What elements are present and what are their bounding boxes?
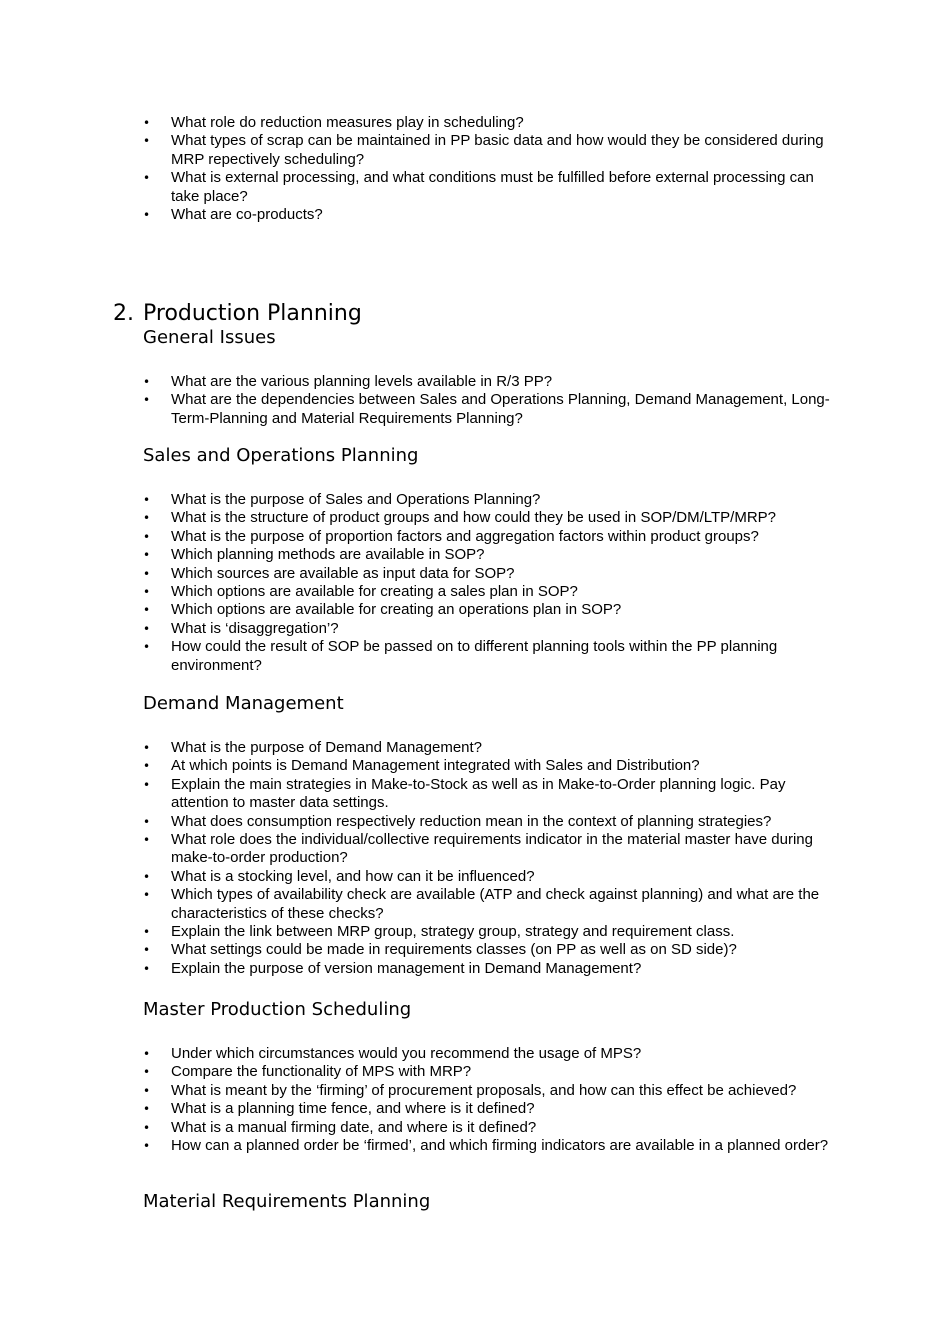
bullet-icon: • xyxy=(143,511,151,526)
list-item xyxy=(143,1045,843,1063)
question-text: What are co-products? xyxy=(171,206,323,224)
chapter-heading xyxy=(113,300,362,328)
question-text: How can a planned order be ‘firmed’, and which firming indicators are available in a planned order? xyxy=(171,1137,829,1155)
list-item xyxy=(143,373,843,391)
bullet-icon: • xyxy=(143,529,151,544)
list-item xyxy=(143,491,843,509)
general-issues-question-list xyxy=(143,373,843,428)
list-item xyxy=(143,739,843,757)
bullet-icon: • xyxy=(143,375,151,389)
list-item xyxy=(143,886,843,923)
bullet-icon: • xyxy=(143,116,151,130)
bullet-icon: • xyxy=(143,961,151,976)
list-item xyxy=(143,923,843,941)
bullet-icon: • xyxy=(143,1120,151,1135)
bullet-icon: • xyxy=(143,393,151,408)
list-item xyxy=(143,1063,843,1081)
bullet-icon: • xyxy=(143,814,151,829)
question-text: What role does the individual/collective requirements indicator in the material master have during make-to-order production? xyxy=(171,831,813,867)
bullet-icon: • xyxy=(143,134,151,149)
question-text: Which options are available for creating a sales plan in SOP? xyxy=(171,583,578,601)
sop-question-list xyxy=(143,491,843,675)
bullet-icon: • xyxy=(143,566,151,581)
question-text: What is a manual firming date, and where is it defined? xyxy=(171,1118,537,1136)
list-item xyxy=(143,583,843,601)
list-item xyxy=(143,776,843,813)
bullet-icon: • xyxy=(143,603,151,618)
bullet-icon: • xyxy=(143,1083,151,1098)
list-item xyxy=(143,565,843,583)
list-item xyxy=(143,1100,843,1118)
question-text: What are the dependencies between Sales and Operations Planning, Demand Management, Long-Term-Planning and Material Requirements Planning? xyxy=(171,391,830,427)
bullet-icon: • xyxy=(143,833,151,848)
list-item xyxy=(143,509,843,527)
question-text: Which planning methods are available in SOP? xyxy=(171,546,485,564)
list-item xyxy=(143,960,843,978)
list-item xyxy=(143,206,843,224)
list-item xyxy=(143,601,843,619)
question-text: What is ‘disaggregation’? xyxy=(171,619,339,637)
question-text: Explain the purpose of version management in Demand Management? xyxy=(171,959,642,977)
bullet-icon: • xyxy=(143,585,151,600)
bullet-icon: • xyxy=(143,208,151,223)
bullet-icon: • xyxy=(143,741,151,755)
section-heading-general-issues: General Issues xyxy=(143,327,276,348)
bullet-icon: • xyxy=(143,1047,151,1061)
bullet-icon: • xyxy=(143,493,151,507)
chapter-number: 2. xyxy=(113,301,134,326)
question-text: Explain the link between MRP group, strategy group, strategy and requirement class. xyxy=(171,923,735,941)
bullet-icon: • xyxy=(143,943,151,958)
demand-management-question-list xyxy=(143,739,843,978)
bullet-icon: • xyxy=(143,925,151,940)
section-heading-sales-operations-planning: Sales and Operations Planning xyxy=(143,445,419,466)
list-item xyxy=(143,757,843,775)
mps-question-list xyxy=(143,1045,843,1155)
question-text: Which types of availability check are available (ATP and check against planning) and what are the characteristics of these checks? xyxy=(171,886,820,922)
question-text: What is the purpose of Sales and Operations Planning? xyxy=(171,491,541,508)
list-item xyxy=(143,831,843,868)
list-item xyxy=(143,1137,843,1155)
question-text: How could the result of SOP be passed on to different planning tools within the PP planning environment? xyxy=(171,638,778,674)
question-text: At which points is Demand Management integrated with Sales and Distribution? xyxy=(171,757,700,775)
list-item xyxy=(143,391,843,428)
bullet-icon: • xyxy=(143,548,151,563)
list-item xyxy=(143,1119,843,1137)
bullet-icon: • xyxy=(143,621,151,636)
list-item xyxy=(143,638,843,675)
bullet-icon: • xyxy=(143,777,151,792)
question-text: What is the structure of product groups and how could they be used in SOP/DM/LTP/MRP? xyxy=(171,509,777,527)
section-heading-master-production-scheduling: Master Production Scheduling xyxy=(143,999,412,1020)
list-item xyxy=(143,813,843,831)
bullet-icon: • xyxy=(143,171,151,186)
bullet-icon: • xyxy=(143,1139,151,1154)
question-text: Which sources are available as input data for SOP? xyxy=(171,564,515,582)
list-item xyxy=(143,941,843,959)
question-text: What is external processing, and what conditions must be fulfilled before external processing can take place? xyxy=(171,169,814,205)
question-text: Compare the functionality of MPS with MRP? xyxy=(171,1063,472,1081)
list-item xyxy=(143,114,843,132)
bullet-icon: • xyxy=(143,1102,151,1117)
intro-question-list xyxy=(143,114,843,224)
list-item xyxy=(143,132,843,169)
question-text: What is the purpose of proportion factors and aggregation factors within product groups? xyxy=(171,527,759,545)
list-item xyxy=(143,1082,843,1100)
question-text: What settings could be made in requirements classes (on PP as well as on SD side)? xyxy=(171,941,737,959)
bullet-icon: • xyxy=(143,759,151,774)
chapter-title: Production Planning xyxy=(143,301,362,326)
bullet-icon: • xyxy=(143,1065,151,1080)
question-text: What does consumption respectively reduction mean in the context of planning strategies? xyxy=(171,812,772,830)
bullet-icon: • xyxy=(143,869,151,884)
question-text: What types of scrap can be maintained in PP basic data and how would they be considered during MRP repectively scheduling? xyxy=(171,132,824,168)
bullet-icon: • xyxy=(143,888,151,903)
list-item xyxy=(143,620,843,638)
question-text: Under which circumstances would you recommend the usage of MPS? xyxy=(171,1045,642,1062)
question-text: What is a planning time fence, and where is it defined? xyxy=(171,1100,535,1118)
bullet-icon: • xyxy=(143,640,151,655)
question-text: What role do reduction measures play in scheduling? xyxy=(171,114,524,131)
list-item xyxy=(143,528,843,546)
question-text: What is the purpose of Demand Management? xyxy=(171,739,483,756)
question-text: What are the various planning levels available in R/3 PP? xyxy=(171,373,553,390)
question-text: What is meant by the ‘firming’ of procurement proposals, and how can this effect be achieved? xyxy=(171,1081,797,1099)
list-item xyxy=(143,546,843,564)
question-text: What is a stocking level, and how can it be influenced? xyxy=(171,867,535,885)
section-heading-material-requirements-planning: Material Requirements Planning xyxy=(143,1191,431,1212)
question-text: Which options are available for creating an operations plan in SOP? xyxy=(171,601,622,619)
section-heading-demand-management: Demand Management xyxy=(143,693,344,714)
list-item xyxy=(143,169,843,206)
list-item xyxy=(143,868,843,886)
question-text: Explain the main strategies in Make-to-Stock as well as in Make-to-Order planning logic. Pay attention to master data settings. xyxy=(171,775,786,812)
